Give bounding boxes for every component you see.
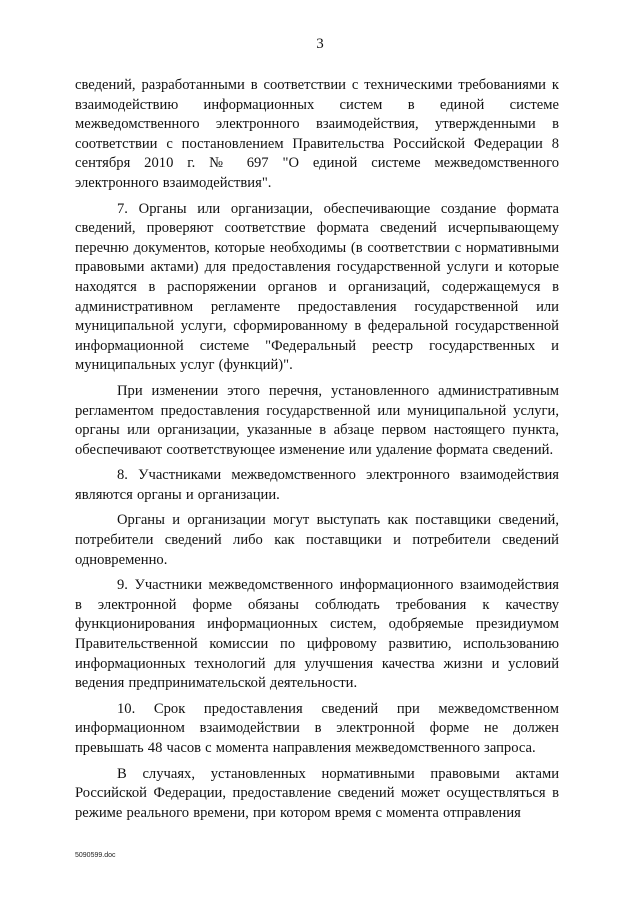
paragraph-item-8: 8. Участниками межведомственного электронного взаимодействия являются органы и организации.	[75, 467, 559, 503]
document-file-code: 5090599.doc	[75, 852, 116, 859]
paragraph-item-10-realtime: В случаях, установленных нормативными правовыми актами Российской Федерации, предоставление сведений может осуществляться в режиме реального времени, при котором время с момента отправления	[75, 765, 559, 821]
paragraph-item-8-roles: Органы и организации могут выступать как поставщики сведений, потребители сведений либо как поставщики и потребители сведений одновременно.	[75, 512, 559, 568]
paragraph-item-9: 9. Участники межведомственного информационного взаимодействия в электронной форме обязаны соблюдать требования к качеству функционирования информационных систем, одобряемые президиумом Правительственной комиссии по цифровому развитию, использованию информационных технологий для улучшения качества жизни и условий ведения предпринимательской деятельности.	[75, 577, 559, 692]
page-number: 3	[316, 36, 324, 52]
paragraph-continuation: сведений, разработанными в соответствии с техническими требованиями к взаимодействию информационных систем в единой системе межведомственного электронного взаимодействия, утвержденными в соответствии с постановлением Правительства Российской Федерации 8 сентября 2010 г. № 697 "О единой системе межведомственного электронного взаимодействия".	[75, 77, 559, 191]
paragraph-item-7: 7. Органы или организации, обеспечивающие создание формата сведений, проверяют соответствие формата сведений исчерпывающему перечню документов, которые необходимы (в соответствии с нормативными правовыми актами) для предоставления государственной услуги и которые находятся в распоряжении органов и организаций, содержащемуся в административном регламенте предоставления государственной или муниципальной услуги, сформированному в федеральной государственной информационной системе "Федеральный реестр государственных и муниципальных услуг (функций)".	[75, 200, 559, 374]
paragraph-item-7-change: При изменении этого перечня, установленного административным регламентом предоставления государственной или муниципальной услуги, органы или организации, указанные в абзаце первом настоящего пункта, обеспечивают соответствующее изменение или удаление формата сведений.	[75, 382, 559, 458]
document-body	[75, 76, 559, 823]
paragraph-item-10: 10. Срок предоставления сведений при межведомственном информационном взаимодействии в электронной форме не должен превышать 48 часов с момента направления межведомственного запроса.	[75, 700, 559, 756]
